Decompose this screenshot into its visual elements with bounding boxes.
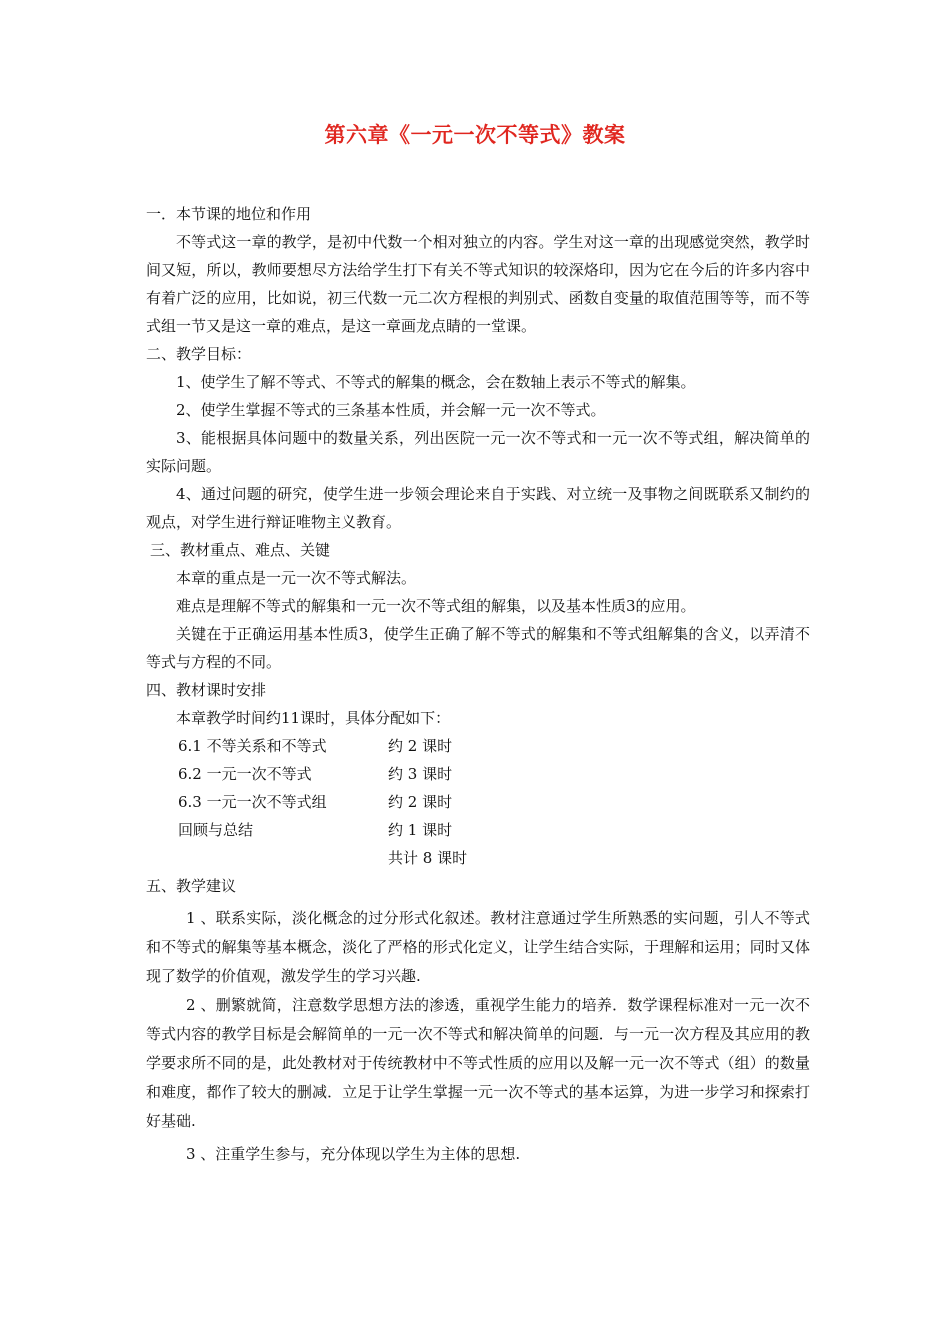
schedule-lesson: 6.3 一元一次不等式组 bbox=[178, 793, 327, 811]
section-5-heading: 五、教学建议 bbox=[146, 877, 237, 895]
schedule-lesson: 6.2 一元一次不等式 bbox=[178, 765, 312, 783]
document-title: 第六章《一元一次不等式》教案 bbox=[324, 123, 626, 147]
schedule-hours: 约 1 课时 bbox=[388, 821, 453, 839]
schedule-row bbox=[146, 788, 810, 816]
key-point-focus: 本章的重点是一元一次不等式解法。 bbox=[176, 569, 417, 587]
objective-3: 3、能根据具体问题中的数量关系，列出医院一元一次不等式和一元一次不等式组，解决简单的实际问题。 bbox=[146, 429, 810, 475]
section-1-body: 不等式这一章的教学，是初中代数一个相对独立的内容。学生对这一章的出现感觉突然，教学时间又短，所以，教师要想尽方法给学生打下有关不等式知识的较深烙印，因为它在今后的许多内容中有着广泛的应用，比如说，初三代数一元二次方程根的判别式、函数自变量的取值范围等等，而不等式组一节又是这一章的难点，是这一章画龙点睛的一堂课。 bbox=[146, 233, 810, 335]
suggestion-1: 1 、联系实际，淡化概念的过分形式化叙述。教材注意通过学生所熟悉的实问题，引人不等式和不等式的解集等基本概念，淡化了严格的形式化定义，让学生结合实际，于理解和运用；同时又体现了数学的价值观，激发学生的学习兴趣. bbox=[146, 909, 810, 985]
schedule-row bbox=[146, 760, 810, 788]
section-1-heading: 一．本节课的地位和作用 bbox=[146, 205, 312, 223]
section-2-heading: 二、教学目标： bbox=[146, 345, 252, 363]
schedule-intro: 本章教学时间约11课时，具体分配如下： bbox=[176, 709, 451, 727]
section-3-heading: 三、教材重点、难点、关键 bbox=[150, 541, 331, 559]
document-body bbox=[146, 200, 810, 1169]
section-4-heading: 四、教材课时安排 bbox=[146, 681, 267, 699]
schedule-hours: 约 2 课时 bbox=[388, 793, 453, 811]
schedule-total: 共计 8 课时 bbox=[388, 849, 468, 867]
schedule-hours: 约 2 课时 bbox=[388, 737, 453, 755]
schedule-lesson: 回顾与总结 bbox=[178, 821, 254, 839]
schedule-row bbox=[146, 816, 810, 844]
objective-1: 1、使学生了解不等式、不等式的解集的概念，会在数轴上表示不等式的解集。 bbox=[176, 373, 696, 391]
objective-2: 2、使学生掌握不等式的三条基本性质，并会解一元一次不等式。 bbox=[176, 401, 606, 419]
schedule-hours: 约 3 课时 bbox=[388, 765, 453, 783]
suggestion-2: 2 、删繁就简，注意数学思想方法的渗透，重视学生能力的培养．数学课程标准对一元一次不等式内容的教学目标是会解简单的一元一次不等式和解决简单的问题．与一元一次方程及其应用的教学要求所不同的是，此处教材对于传统教材中不等式性质的应用以及解一元一次不等式（组）的数量和难度，都作了较大的删减．立足于让学生掌握一元一次不等式的基本运算，为进一步学习和探索打好基础. bbox=[146, 996, 810, 1130]
suggestion-3: 3 、注重学生参与，充分体现以学生为主体的思想. bbox=[186, 1145, 521, 1163]
schedule-lesson: 6.1 不等关系和不等式 bbox=[178, 737, 327, 755]
key-point-difficulty: 难点是理解不等式的解集和一元一次不等式组的解集，以及基本性质3的应用。 bbox=[176, 597, 696, 615]
objective-4: 4、通过问题的研究，使学生进一步领会理论来自于实践、对立统一及事物之间既联系又制约的观点，对学生进行辩证唯物主义教育。 bbox=[146, 485, 810, 531]
schedule-row bbox=[146, 732, 810, 760]
key-point-key: 关键在于正确运用基本性质3，使学生正确了解不等式的解集和不等式组解集的含义，以弄清不等式与方程的不同。 bbox=[146, 625, 810, 671]
